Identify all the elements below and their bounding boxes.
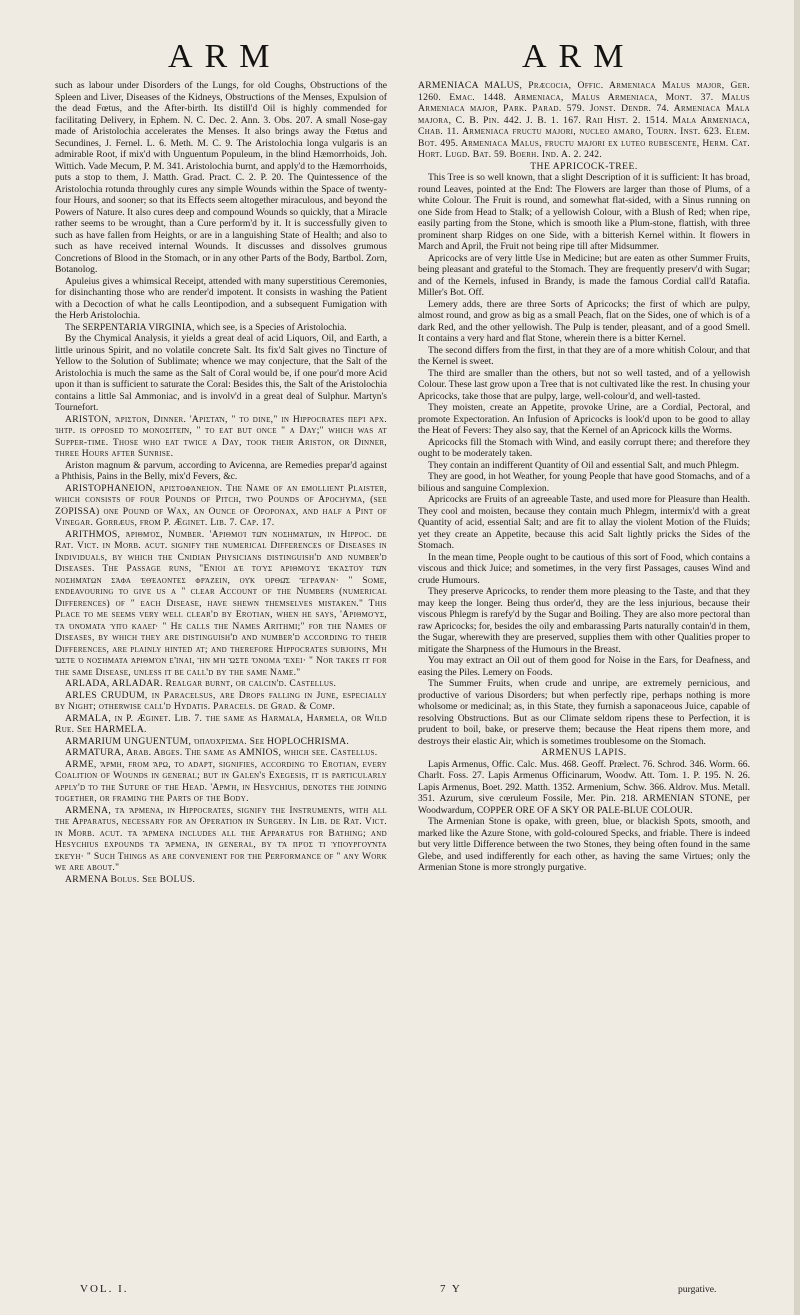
- paragraph: Lapis Armenus, Offic. Calc. Mus. 468. Geoff. Prælect. 76. Schrod. 346. Worm. 66. Charlt. Foss. 27. Lapis Armenus Officinarum, Woodw. Att. Tom. 1. P. 195. N. 26. Lapis Armenus, Boet. 292. Matth. 1352. Armenium, Schw. 366. Aldrov. Mus. Metall. 351. Azurum, sive cœruleum Fossile, Mer. Pin. 218. ARMENIAN STONE, per Woodwardum, COPPER ORE OF A SKY OR PALE-BLUE COLOUR.: [418, 758, 750, 816]
- paragraph: such as labour under Disorders of the Lungs, for old Coughs, Obstructions of the Spleen and Liver, Diseases of the Kidneys, Obstructions of the Menses, Expulsion of the dead Fœtus, and the After-birth. Its distill'd Oil is highly commended for facilitating Delivery, in Ephem. N. C. Dec. 2. Ann. 3. Obs. 207. A small Nose-gay made of Aristolochia accelerates the Menses. It also brings away the Fœtus and Secundines, J. Fernel. L. 6. Meth. M. C. 9. The Aristolochia longa vulgaris is an admirable Root, if mix'd with Unguentum Populeum, in the blind Hæmorrhoids, Joh. Wittich. Vade Mecum, P. M. 341. Aristolochia burnt, and apply'd to the Hæmorrhoids, puts a stop to them, J. Matth. Grad. Pract. C. 2. P. 20. The Quintessence of the Aristolochia rotunda throughly cures any simple Wounds within the Space of twenty-four Hours, and sooner; so that its Effects seem altogether miraculous, and beyond the Powers of Nature. It also cures deep and compound Wounds so quickly, that a Miracle rather seems to be wrought, than a Cure perform'd by it. It is successfully given to such as have fallen from Heights, or are in a languishing State of Health; and also to such as have received internal Wounds. It discusses and dissolves grumous Concretions of Blood in the Stomach, or in any other Parts of the Body, Bartbol. Zorn, Botanolog.: [55, 80, 387, 275]
- entry-armarium: ARMARIUM UNGUENTUM, ὁπλόχρισμα. See HOPLOCHRISMA.: [65, 735, 350, 747]
- right-column: [418, 80, 750, 1270]
- paragraph: You may extract an Oil out of them good for Noise in the Ears, for Deafness, and easing the Piles. Lemery on Foods.: [418, 655, 750, 678]
- paragraph: Apricocks are Fruits of an agreeable Taste, and used more for Pleasure than Health. They cool and moisten, because they contain much Phlegm, intermix'd with a great Quantity of acid, essential Salt; and are fit to allay the violent Motion of the Fluids; yet they create an Appetite, because this acid Salt lightly pricks the Sides of the Stomach.: [418, 494, 750, 551]
- signature-mark: 7 Y: [440, 1283, 462, 1295]
- paragraph: Apricocks are of very little Use in Medicine; but are eaten as other Summer Fruits, being pleasant and grateful to the Stomach. They are frequently preserv'd with Sugar; and of the Kernels, infused in Brandy, is made the famous Cordial call'd Ratafia. Miller's Bot. Off.: [418, 252, 750, 298]
- subheading-armenus-lapis: ARMENUS LAPIS.: [541, 747, 627, 758]
- running-head-right: ARM: [522, 38, 636, 75]
- entry-arme: ARME, ἄρμη, from ἄρω, to adapt, signifies, according to Erotian, every Coalition of Wounds in general; but in Galen's Exegesis, it is particularly apply'd to the Suture of the Head. 'Αρμὴ, in Hesychius, denotes the joining together, or framing the Parts of the Body.: [55, 758, 387, 804]
- paragraph: They are good, in hot Weather, for young People that have good Stomachs, and of a bilious and sanguine Complexion.: [418, 471, 750, 494]
- entry-arithmos: ARITHMOS, ἀριθμὸς, Number. 'Αριθμοὶ τῶν νοσημάτων, in Hippoc. de Rat. Vict. in Morb. acut. signify the numerical Differences of Diseases in Individuals, by which the Cnidian Physicians distinguish'd and number'd Diseases. The Passage runs, "Ενιοι δὲ τοὺς ἀριθμοὺς ἑκάστου τῶν νοσημάτων σάφα ἐθέλοντες φράζειν, οὐκ ὀρθῶς ἔγραψαν· " Some, endeavouring to give us a " clear Account of the Numbers (numerical Differences) of " each Disease, have shewn themselves mistaken." This Place to me seems very well clear'd by Erotian, when he says, 'Αριθμοὺς, τὰ ὀνόματα ὑπὸ καλεῖ· " He calls the Names Arithmi;" for the Names of Diseases, by which they are distinguish'd and number'd according to their Differences, are plainly hinted at; and therefore Hippocrates subjoins, Μὴ ὥστε ὁ νοσήματα ἀριθμὸν εἶναι, ἢν μὴ ὥστε ὄνομα ἔχει· " Nor takes it for the same Disease, unless it be call'd by the same Name.": [55, 528, 387, 678]
- paragraph: The second differs from the first, in that they are of a more whitish Colour, and that the Kernel is sweet.: [418, 344, 750, 367]
- volume-number: VOL. I.: [80, 1283, 129, 1295]
- paragraph: By the Chymical Analysis, it yields a great deal of acid Liquors, Oil, and Earth, a little urinous Spirit, and no volatile concrete Salt. Its fix'd Salt gives no Tincture of Yellow to the Solution of Sublimate; whence we may conjecture, that the Salt of the Aristolochia is much the same as the Salt of Coral would be, if one pour'd more Acid upon it than is sufficient to saturate the Coral: Besides this, the Salt of the Aristolochia contains a little Sal Ammoniac, and is involv'd in a great deal of Sulphur. Martyn's Tournefort.: [55, 333, 387, 413]
- entry-armeniaca-malus: ARMENIACA MALUS, Præcocia, Offic. Armeniaca Malus major, Ger. 1260. Emac. 1448. Armeniaca, Malus Armeniaca, Mont. 37. Malus Armeniaca major, Park. Parad. 579. Jonst. Dendr. 74. Armeniaca Mala majora, C. B. Pin. 442. J. B. 1. 167. Raii Hist. 2. 1514. Mala Armeniaca, Chab. 11. Armeniaca fructu majori, nucleo amaro, Tourn. Inst. 623. Elem. Bot. 495. Armeniaca Malus, fructu majori ex luteo rubescente, Herm. Cat. Hort. Lugd. Bat. 59. Boerh. Ind. A. 2. 242.: [418, 80, 750, 160]
- entry-armena-bolus: ARMENA Bolus. See BOLUS.: [65, 873, 196, 885]
- paragraph: The Armenian Stone is opake, with green, blue, or blackish Spots, smooth, and marked like the Azure Stone, with gold-coloured Specks, and friable. There is indeed but very little Difference between the two Stones, they being often found in the same Glebe, and used indifferently for each other, as having the same Virtues; only the Armenian Stone is more strongly purgative.: [418, 816, 750, 873]
- paragraph: The SERPENTARIA VIRGINIA, which see, is a Species of Aristolochia.: [65, 321, 347, 333]
- paragraph: They moisten, create an Appetite, provoke Urine, are a Cordial, Pectoral, and promote Expectoration. An Infusion of Apricocks is look'd upon to be good to allay the Heat of Fevers: They also say, that the Kernel of an Apricock kills the Worms.: [418, 402, 750, 436]
- paragraph: The Summer Fruits, when crude and unripe, are extremely pernicious, and productive of various Disorders; but when perfectly ripe, perhaps nothing is more wholsome or medicinal; as, in this State, they furnish a saponaceous Juice, capable of resolving Obstructions. But as our Climate seldom ripens these to Perfection, it is prudent to boil, bake, or preserve them; because the Heat ripens them more, and destroys their elastic Air, which is sometimes troublesome on the Stomach.: [418, 678, 750, 747]
- paragraph: Apricocks fill the Stomach with Wind, and easily corrupt there; and therefore they ought to be moderately taken.: [418, 436, 750, 459]
- entry-aristophaneion: ARISTOPHANEION, ἀριστοφάνειον. The Name of an emollient Plaister, which consists of four Pounds of Pitch, two Pounds of Apochyma, (see ZOPISSA) one Pound of Wax, an Ounce of Opoponax, and half a Pint of Vinegar. Gorræus, from P. Æginet. Lib. 7. Cap. 17.: [55, 482, 387, 528]
- paragraph: The third are smaller than the others, but not so well tasted, and of a yellowish Colour. These last grow upon a Tree that is not cultivated like the rest. In chusing your Apricocks, take those that are pulpy, large, well-colour'd, and well-tasted.: [418, 367, 750, 402]
- entry-armala: ARMALA, in P. Æginet. Lib. 7. the same as Harmala, Harmela, or Wild Rue. See HARMELA.: [55, 712, 387, 735]
- paragraph: In the mean time, People ought to be cautious of this sort of Food, which contains a viscous and thick Juice; and sometimes, in the very first Passages, causes Wind and crude Humours.: [418, 551, 750, 586]
- subheading-apricock-tree: THE APRICOCK-TREE.: [530, 160, 638, 172]
- paragraph: They preserve Apricocks, to render them more pleasing to the Taste, and that they may keep the longer. Being thus order'd, they are the less injurious, because their viscous Phlegm is rarefy'd by the Sugar and Boiling. They are also more pectoral than raw Apricocks; for, besides the oily and embarassing Parts naturally contain'd in them, the Sugar, wherewith they are preserved, supplies them with other Qualities proper to mitigate the Sharpness of the Humours in the Breast.: [418, 586, 750, 655]
- entry-arlada: ARLADA, ARLADAR. Realgar burnt, or calcin'd. Castellus.: [65, 678, 337, 689]
- left-column: [55, 80, 387, 1270]
- entry-armena: ARMENA, τὰ ἄρμενα, in Hippocrates, signify the Instruments, with all the Apparatus, necessary for an Operation in Surgery. In Lib. de Rat. Vict. in Morb. acut. τὰ ἄρμενα includes all the Apparatus for Bathing; and Hesychius expounds τὰ ἄρμενα, in general, by τὰ πρὸς τι ὑπουργοῦντα σκεύη· " Such Things as are convenient for the Performance of " any Work we are about.": [55, 804, 387, 873]
- paragraph: Apuleius gives a whimsical Receipt, attended with many superstitious Ceremonies, for disinchanting those who are render'd impotent. It consists in washing the Patient with a Decoction of what he calls Leontipodion, and a subsequent Fumigation with the Herb Aristolochia.: [55, 275, 387, 321]
- running-head-left: ARM: [168, 38, 282, 75]
- entry-aristion: ARISTON, ἄριστον, Dinner. 'Αριστᾶν, " to dine," in Hippocrates περὶ ἀρχ. ἰητρ. is opposed to μονοσιτεῖν, " to eat but once " a Day;" which was at Supper-time. Those who eat twice a Day, took their Ariston, or Dinner, three Hours after Sunrise.: [55, 413, 387, 459]
- paragraph: Lemery adds, there are three Sorts of Apricocks; the first of which are pulpy, almost round, and grow as big as a small Peach, flat on the Sides, one of which is of a dark Red, and the other yellowish. The Pulp is tender, pleasant, and of a good Smell. It contains a very hard and flat Stone, wherein there is a bitter Kernel.: [418, 298, 750, 344]
- paragraph: This Tree is so well known, that a slight Description of it is sufficient: It has broad, round Leaves, pointed at the End: The Flowers are larger than those of Plums, of a white Colour. The Fruit is round, and somewhat flat-sided, with a Sinus running on one Side from Head to Stalk; of a yellowish Colour, with a Blush of Red; when ripe, easily parting from the Stone, which is smooth like a Plum-stone, flattish, with three prominent sharp Ridges on one Side, with a bitterish Kernel within. It flowers in March and April, the Fruit not being ripe till after Midsummer.: [418, 172, 750, 252]
- entry-armatura: ARMATURA, Arab. Abges. The same as AMNIOS, which see. Castellus.: [65, 747, 378, 758]
- page-edge: [794, 0, 800, 1315]
- entry-arles-crudum: ARLES CRUDUM, in Paracelsus, are Drops falling in June, especially by Night; otherwise call'd Hydatis. Paracels. de Grad. & Comp.: [55, 689, 387, 712]
- paragraph: They contain an indifferent Quantity of Oil and essential Salt, and much Phlegm.: [428, 459, 740, 471]
- paragraph: Ariston magnum & parvum, according to Avicenna, are Remedies prepar'd against a Phthisis, Pains in the Belly, mix'd Fevers, &c.: [55, 459, 387, 482]
- catchword: purgative.: [678, 1284, 717, 1295]
